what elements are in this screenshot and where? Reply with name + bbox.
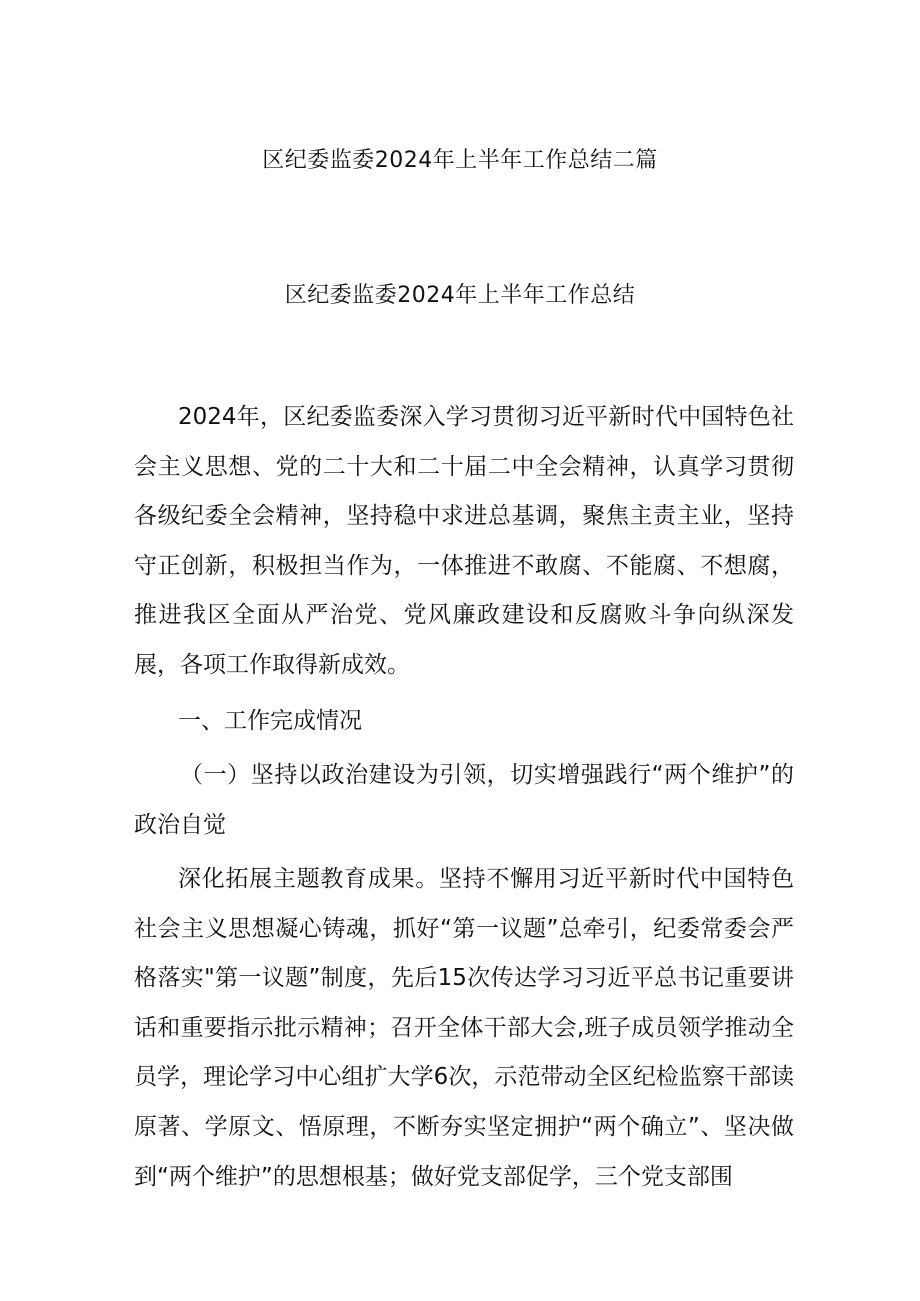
intro-paragraph: 2024年，区纪委监委深入学习贯彻习近平新时代中国特色社会主义思想、党的二十大和二十届二中全会精神，认真学习贯彻各级纪委全会精神，坚持稳中求进总基调，聚焦主责主业，坚持守正创新，积极担当作为，一体推进不敢腐、不能腐、不想腐，推进我区全面从严治党、党风廉政建设和反腐败斗争向纵深发展，各项工作取得新成效。 (134, 404, 794, 678)
body-paragraph: 深化拓展主题教育成果。坚持不懈用习近平新时代中国特色社会主义思想凝心铸魂，抓好“第一议题”总牵引，纪委常委会严格落实"第一议题”制度，先后15次传达学习习近平总书记重要讲话和重要指示批示精神；召开全体干部大会,班子成员领学推动全员学，理论学习中心组扩大学6次，示范带动全区纪检监察干部读原著、学原文、悟原理，不断夯实坚定拥护“两个确立”、坚决做到“两个维护”的思想根基；做好党支部促学，三个党支部围 (134, 866, 794, 1190)
document-subtitle: 区纪委监委2024年上半年工作总结 (284, 283, 636, 308)
subsection-heading: （一）坚持以政治建设为引领，切实增强践行“两个维护”的政治自觉 (134, 762, 794, 838)
section-heading: 一、工作完成情况 (178, 708, 362, 734)
document-title: 区纪委监委2024年上半年工作总结二篇 (262, 148, 658, 173)
